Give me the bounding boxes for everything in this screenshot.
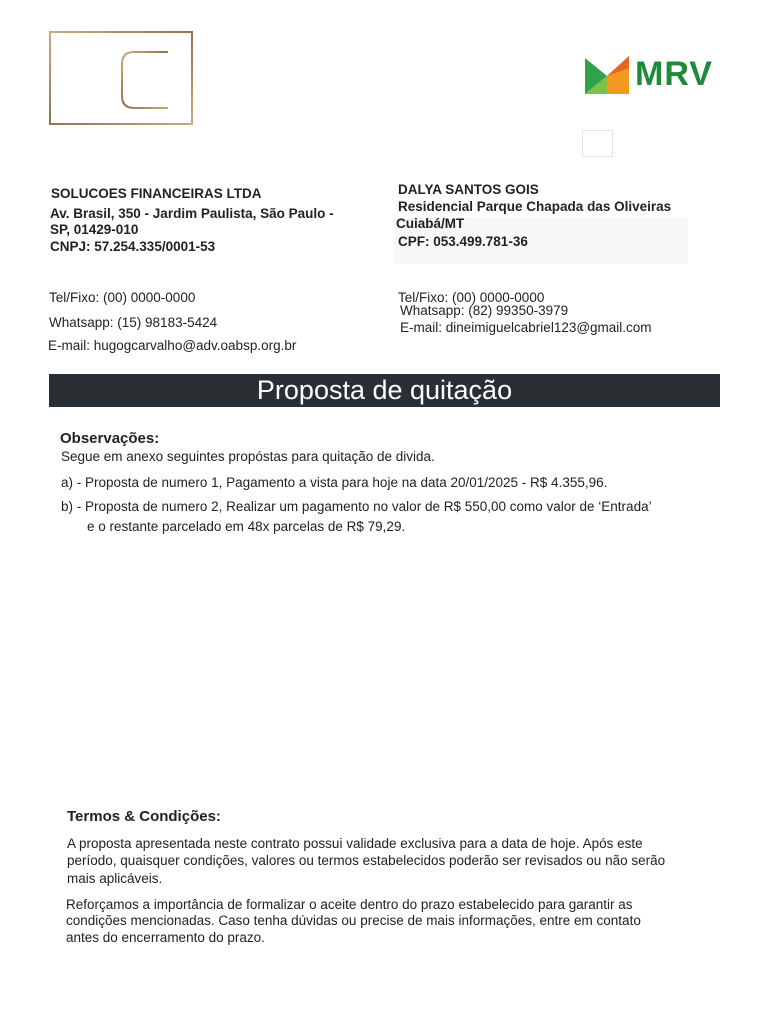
page-title: Proposta de quitação	[256, 375, 513, 405]
recipient-whatsapp: Whatsapp: (82) 99350-3979	[400, 303, 569, 318]
sender-address-line2: SP, 01429-010	[50, 222, 139, 237]
mrv-logo-icon	[585, 54, 629, 94]
terms-paragraph-2-line3: antes do encerramento do prazo.	[66, 930, 265, 945]
observations-heading: Observações:	[60, 430, 160, 447]
proposal-item-b-line1: b) - Proposta de numero 2, Realizar um pagamento no valor de R$ 550,00 como valor de ‘Entrada’	[61, 499, 652, 514]
recipient-cpf: CPF: 053.499.781-36	[398, 234, 528, 249]
title-bar	[49, 374, 720, 407]
terms-heading: Termos & Condições:	[67, 808, 221, 825]
proposal-item-a: a) - Proposta de numero 1, Pagamento a vista para hoje na data 20/01/2025 - R$ 4.355,96.	[61, 475, 608, 490]
proposal-item-b-line2: e o restante parcelado em 48x parcelas de R$ 79,29.	[87, 519, 406, 534]
terms-paragraph-1-line3: mais aplicáveis.	[67, 871, 163, 886]
recipient-name: DALYA SANTOS GOIS	[398, 182, 539, 197]
recipient-phone: Tel/Fixo: (00) 0000-0000	[398, 290, 545, 305]
sender-company: SOLUCOES FINANCEIRAS LTDA	[51, 186, 262, 201]
recipient-address-line2: Cuiabá/MT	[396, 216, 465, 231]
mrv-logo	[585, 52, 741, 96]
hc-logo	[48, 30, 194, 126]
sender-phone: Tel/Fixo: (00) 0000-0000	[49, 290, 196, 305]
observations-intro: Segue em anexo seguintes propóstas para quitação de divida.	[61, 449, 435, 464]
sender-whatsapp: Whatsapp: (15) 98183-5424	[49, 315, 218, 330]
terms-paragraph-1-line1: A proposta apresentada neste contrato possui validade exclusiva para a data de hoje. Após este	[67, 836, 643, 851]
sender-email: E-mail: hugogcarvalho@adv.oabsp.org.br	[48, 338, 297, 353]
terms-paragraph-2-line2: condições mencionadas. Caso tenha dúvidas ou precise de mais informações, entre em contato	[66, 913, 641, 928]
blank-box	[582, 130, 613, 157]
mrv-wordmark: MRV	[635, 54, 713, 93]
terms-paragraph-2-line1: Reforçamos a importância de formalizar o aceite dentro do prazo estabelecido para garantir as	[66, 897, 633, 912]
hc-logo-icon	[48, 30, 194, 126]
recipient-address-line1: Residencial Parque Chapada das Oliveiras	[398, 199, 672, 214]
recipient-email: E-mail: dineimiguelcabriel123@gmail.com	[400, 320, 652, 335]
sender-address-line1: Av. Brasil, 350 - Jardim Paulista, São Paulo -	[50, 206, 334, 221]
sender-cnpj: CNPJ: 57.254.335/0001-53	[50, 239, 216, 254]
terms-paragraph-1-line2: período, quaisquer condições, valores ou termos estabelecidos poderão ser revisados ou não serão	[67, 853, 666, 868]
